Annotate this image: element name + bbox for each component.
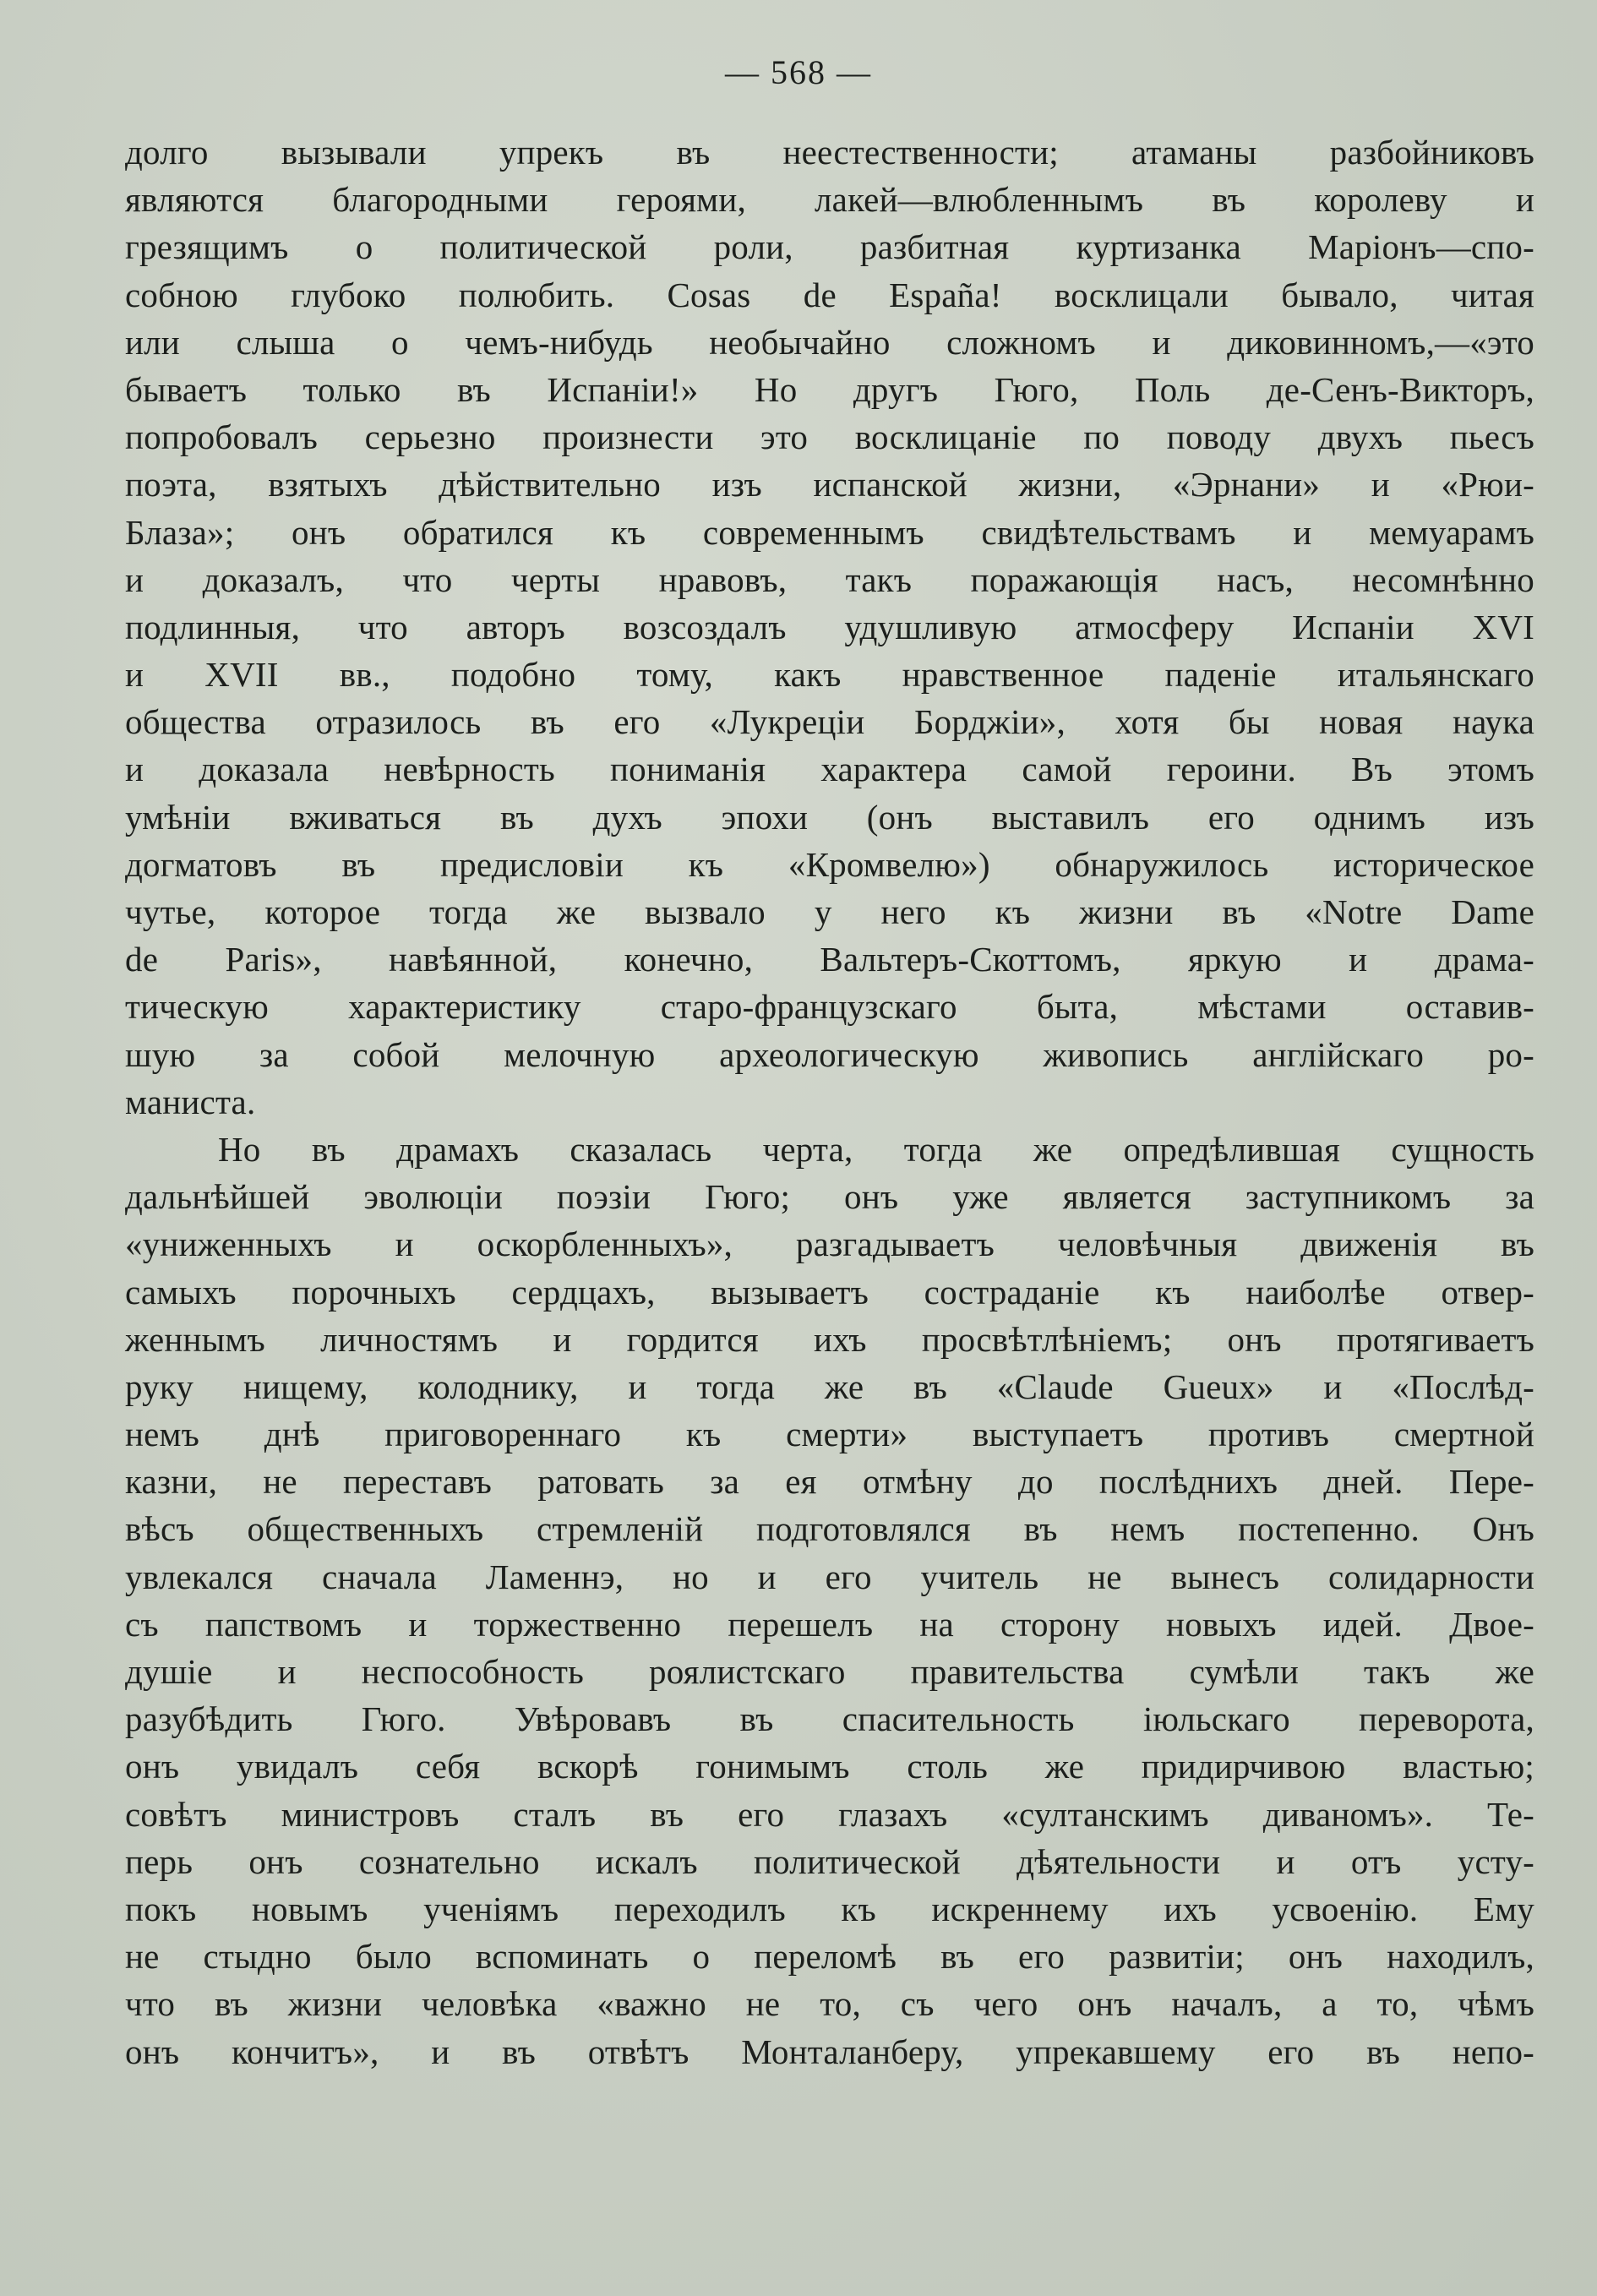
text-line: Блаза»; онъ обратился къ современнымъ свидѣтельствамъ и мемуарамъ xyxy=(125,512,1534,552)
text-line: de Paris», навѣянной, конечно, Вальтеръ-Скоттомъ, яркую и драма- xyxy=(125,940,1534,979)
text-line: грезящимъ о политической роли, разбитная куртизанка Маріонъ—спо- xyxy=(125,227,1534,267)
text-line: являются благородными героями, лакей—влюбленнымъ въ королеву и xyxy=(125,180,1534,220)
body-text xyxy=(125,128,1534,2075)
text-line: женнымъ личностямъ и гордится ихъ просвѣтлѣніемъ; онъ протягиваетъ xyxy=(125,1319,1534,1359)
text-line: разубѣдить Гюго. Увѣровавъ въ спасительность іюльскаго переворота, xyxy=(125,1699,1534,1739)
page-number: — 568 — xyxy=(725,53,872,91)
text-line: душіе и неспособность роялистскаго правительства сумѣли такъ же xyxy=(125,1652,1534,1691)
text-line: немъ днѣ приговореннаго къ смерти» выступаетъ противъ смертной xyxy=(125,1415,1534,1454)
text-line: тическую характеристику старо-французскаго быта, мѣстами оставив- xyxy=(125,987,1534,1027)
text-line: казни, не переставъ ратовать за ея отмѣну до послѣднихъ дней. Пере- xyxy=(125,1462,1534,1502)
text-line: маниста. xyxy=(125,1082,256,1121)
text-line: попробовалъ серьезно произнести это восклицаніе по поводу двухъ пьесъ xyxy=(125,417,1534,457)
text-line: онъ кончитъ», и въ отвѣтъ Монталанберу, упрекавшему его въ непо- xyxy=(125,2031,1534,2071)
text-line: что въ жизни человѣка «важно не то, съ чего онъ началъ, а то, чѣмъ xyxy=(125,1984,1534,2024)
text-line: «униженныхъ и оскорбленныхъ», разгадываетъ человѣчныя движенія въ xyxy=(125,1224,1534,1264)
text-line: покъ новымъ ученіямъ переходилъ къ искреннему ихъ усвоенію. Ему xyxy=(125,1889,1534,1928)
text-line: онъ увидалъ себя вскорѣ гонимымъ столь же придирчивою властью; xyxy=(125,1747,1534,1786)
text-line: собною глубоко полюбить. Cosas de España! восклицали бывало, читая xyxy=(125,275,1534,314)
text-line: Но въ драмахъ сказалась черта, тогда же опредѣлившая сущность xyxy=(218,1129,1534,1169)
text-line: и доказала невѣрность пониманія характера самой героини. Въ этомъ xyxy=(125,750,1534,789)
text-line: и XVII вв., подобно тому, какъ нравственное паденіе итальянскаго xyxy=(125,655,1534,695)
text-line: вѣсъ общественныхъ стремленій подготовлялся въ немъ постепенно. Онъ xyxy=(125,1509,1534,1549)
text-line: руку нищему, колоднику, и тогда же въ «Claude Gueux» и «Послѣд- xyxy=(125,1366,1534,1406)
text-line: умѣніи вживаться въ духъ эпохи (онъ выставилъ его однимъ изъ xyxy=(125,797,1534,837)
text-line: шую за собой мелочную археологическую живопись англійскаго ро- xyxy=(125,1034,1534,1074)
text-line: догматовъ въ предисловіи къ «Кромвелю») обнаружилось историческое xyxy=(125,844,1534,884)
text-line: съ папствомъ и торжественно перешелъ на сторону новыхъ идей. Двое- xyxy=(125,1604,1534,1644)
text-line: общества отразилось въ его «Лукреціи Борджіи», хотя бы новая наука xyxy=(125,702,1534,742)
text-line: перь онъ сознательно искалъ политической дѣятельности и отъ усту- xyxy=(125,1841,1534,1881)
text-line: увлекался сначала Ламеннэ, но и его учитель не вынесъ солидарности xyxy=(125,1557,1534,1596)
text-line: самыхъ порочныхъ сердцахъ, вызываетъ состраданіе къ наиболѣе отвер- xyxy=(125,1272,1534,1312)
text-line: бываетъ только въ Испаніи!» Но другъ Гюго, Поль де-Сенъ-Викторъ, xyxy=(125,369,1534,409)
text-line: не стыдно было вспоминать о переломѣ въ его развитіи; онъ находилъ, xyxy=(125,1937,1534,1977)
text-line: или слыша о чемъ-нибудь необычайно сложномъ и диковинномъ,—«это xyxy=(125,322,1534,362)
text-line: совѣтъ министровъ сталъ въ его глазахъ «султанскимъ диваномъ». Те- xyxy=(125,1794,1534,1834)
text-line: чутье, которое тогда же вызвало у него къ жизни въ «Notre Dame xyxy=(125,892,1534,931)
text-line: поэта, взятыхъ дѣйствительно изъ испанской жизни, «Эрнани» и «Рюи- xyxy=(125,465,1534,504)
text-line: дальнѣйшей эволюціи поэзіи Гюго; онъ уже является заступникомъ за xyxy=(125,1177,1534,1217)
text-line: долго вызывали упрекъ въ неестественности; атаманы разбойниковъ xyxy=(125,133,1534,172)
text-line: и доказалъ, что черты нравовъ, такъ поражающія насъ, несомнѣнно xyxy=(125,559,1534,599)
text-line: подлинныя, что авторъ возсоздалъ удушливую атмосферу Испаніи XVI xyxy=(125,607,1534,646)
